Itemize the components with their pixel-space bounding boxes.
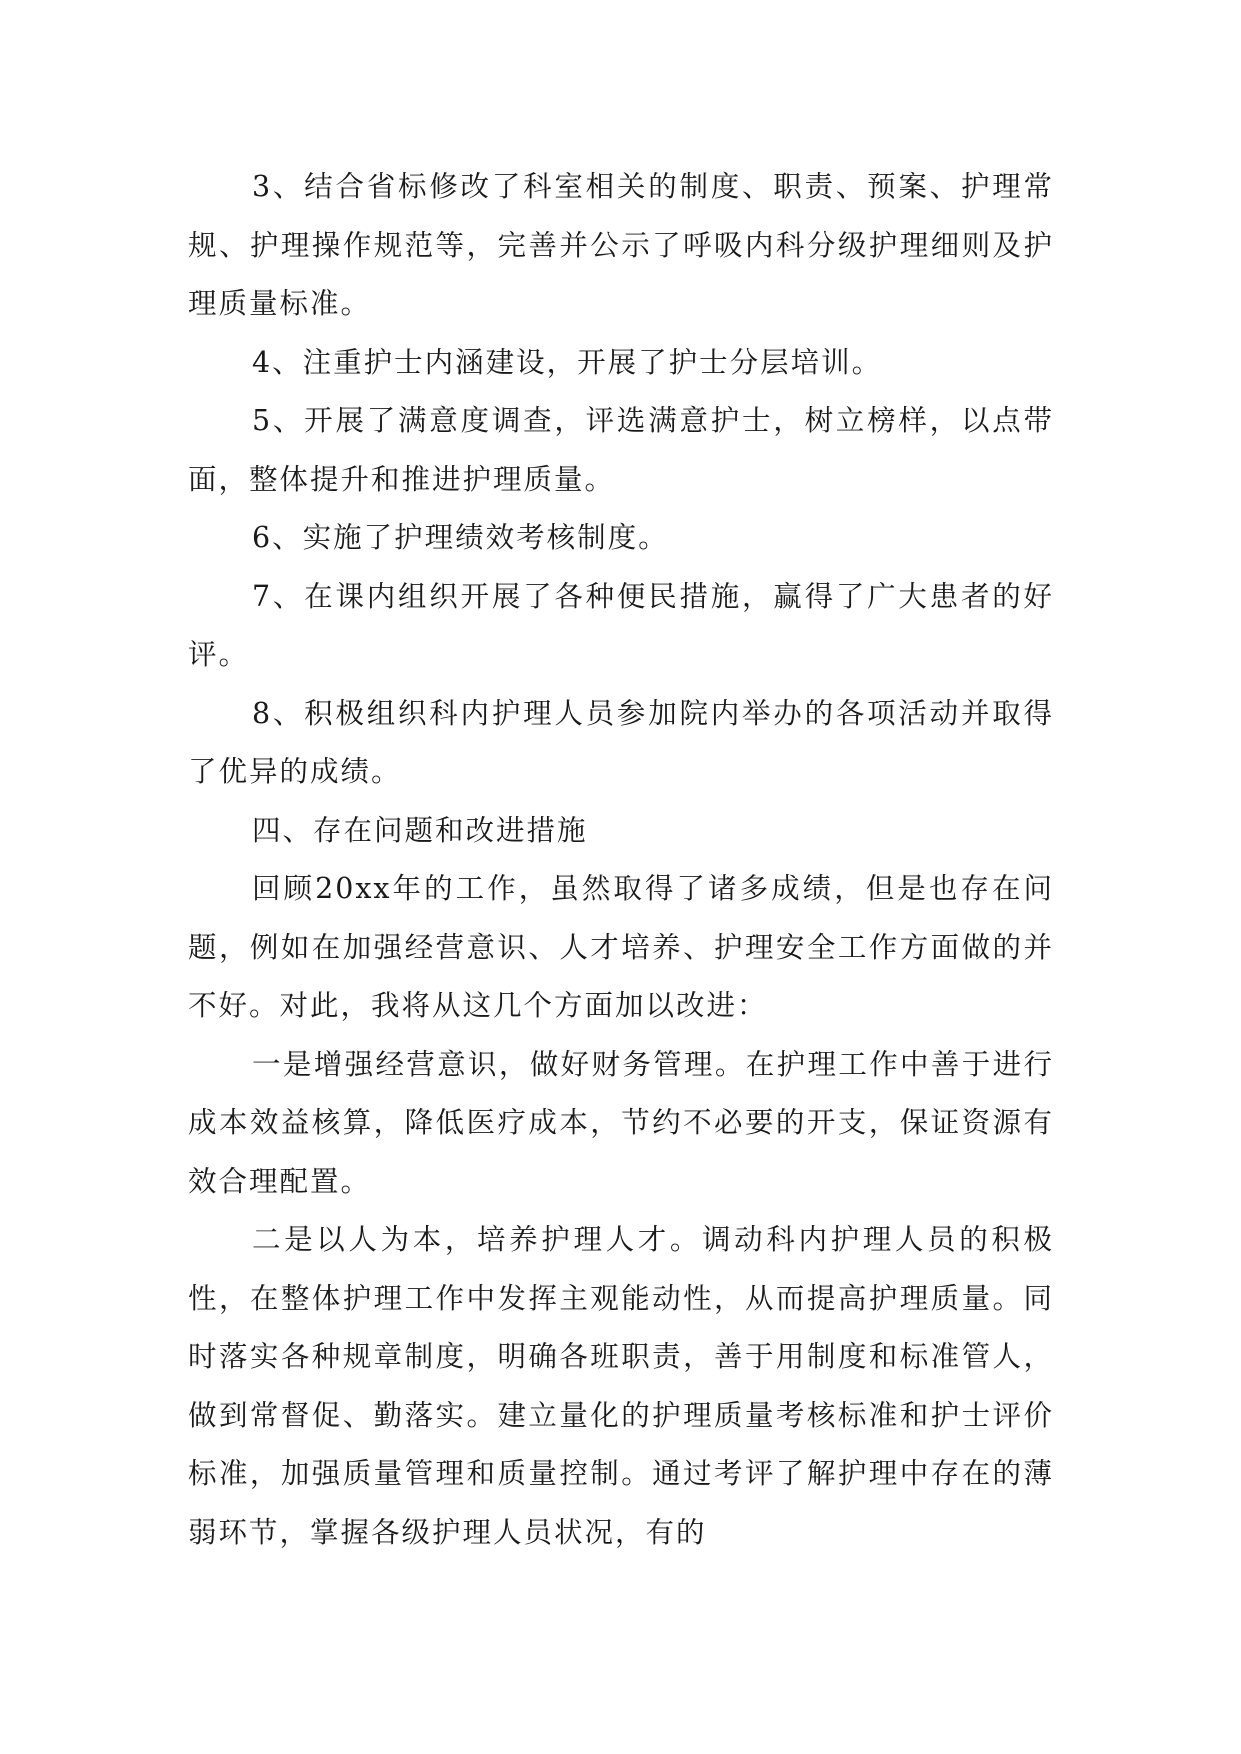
paragraph-item-5: 5、开展了满意度调查，评选满意护士，树立榜样，以点带面，整体提升和推进护理质量。 [188, 404, 1054, 496]
section-heading: 四、存在问题和改进措施 [252, 813, 588, 847]
paragraph-item-6: 6、实施了护理绩效考核制度。 [252, 521, 669, 554]
paragraph-improvement-1: 一是增强经营意识，做好财务管理。在护理工作中善于进行成本效益核算，降低医疗成本，节约不必要的开支，保证资源有效合理配置。 [188, 1047, 1054, 1198]
paragraph-review: 回顾20xx年的工作，虽然取得了诸多成绩，但是也存在问题，例如在加强经营意识、人才培养、护理安全工作方面做的并不好。对此，我将从这几个方面加以改进： [188, 872, 1054, 1022]
paragraph-item-8: 8、积极组织科内护理人员参加院内举办的各项活动并取得了优异的成绩。 [188, 696, 1054, 788]
paragraph-item-4: 4、注重护士内涵建设，开展了护士分层培训。 [252, 345, 883, 379]
paragraph-item-7: 7、在课内组织开展了各种便民措施，赢得了广大患者的好评。 [188, 579, 1054, 671]
paragraph-item-3: 3、结合省标修改了科室相关的制度、职责、预案、护理常规、护理操作规范等，完善并公示了呼吸内科分级护理细则及护理质量标准。 [188, 170, 1054, 320]
paragraph-improvement-2: 二是以人为本，培养护理人才。调动科内护理人员的积极性，在整体护理工作中发挥主观能动性，从而提高护理质量。同时落实各种规章制度，明确各班职责，善于用制度和标准管人，做到常督促、勤落实。建立量化的护理质量考核标准和护士评价标准，加强质量管理和质量控制。通过考评了解护理中存在的薄弱环节，掌握各级护理人员状况，有的 [188, 1223, 1054, 1549]
document-body [188, 158, 1054, 1562]
